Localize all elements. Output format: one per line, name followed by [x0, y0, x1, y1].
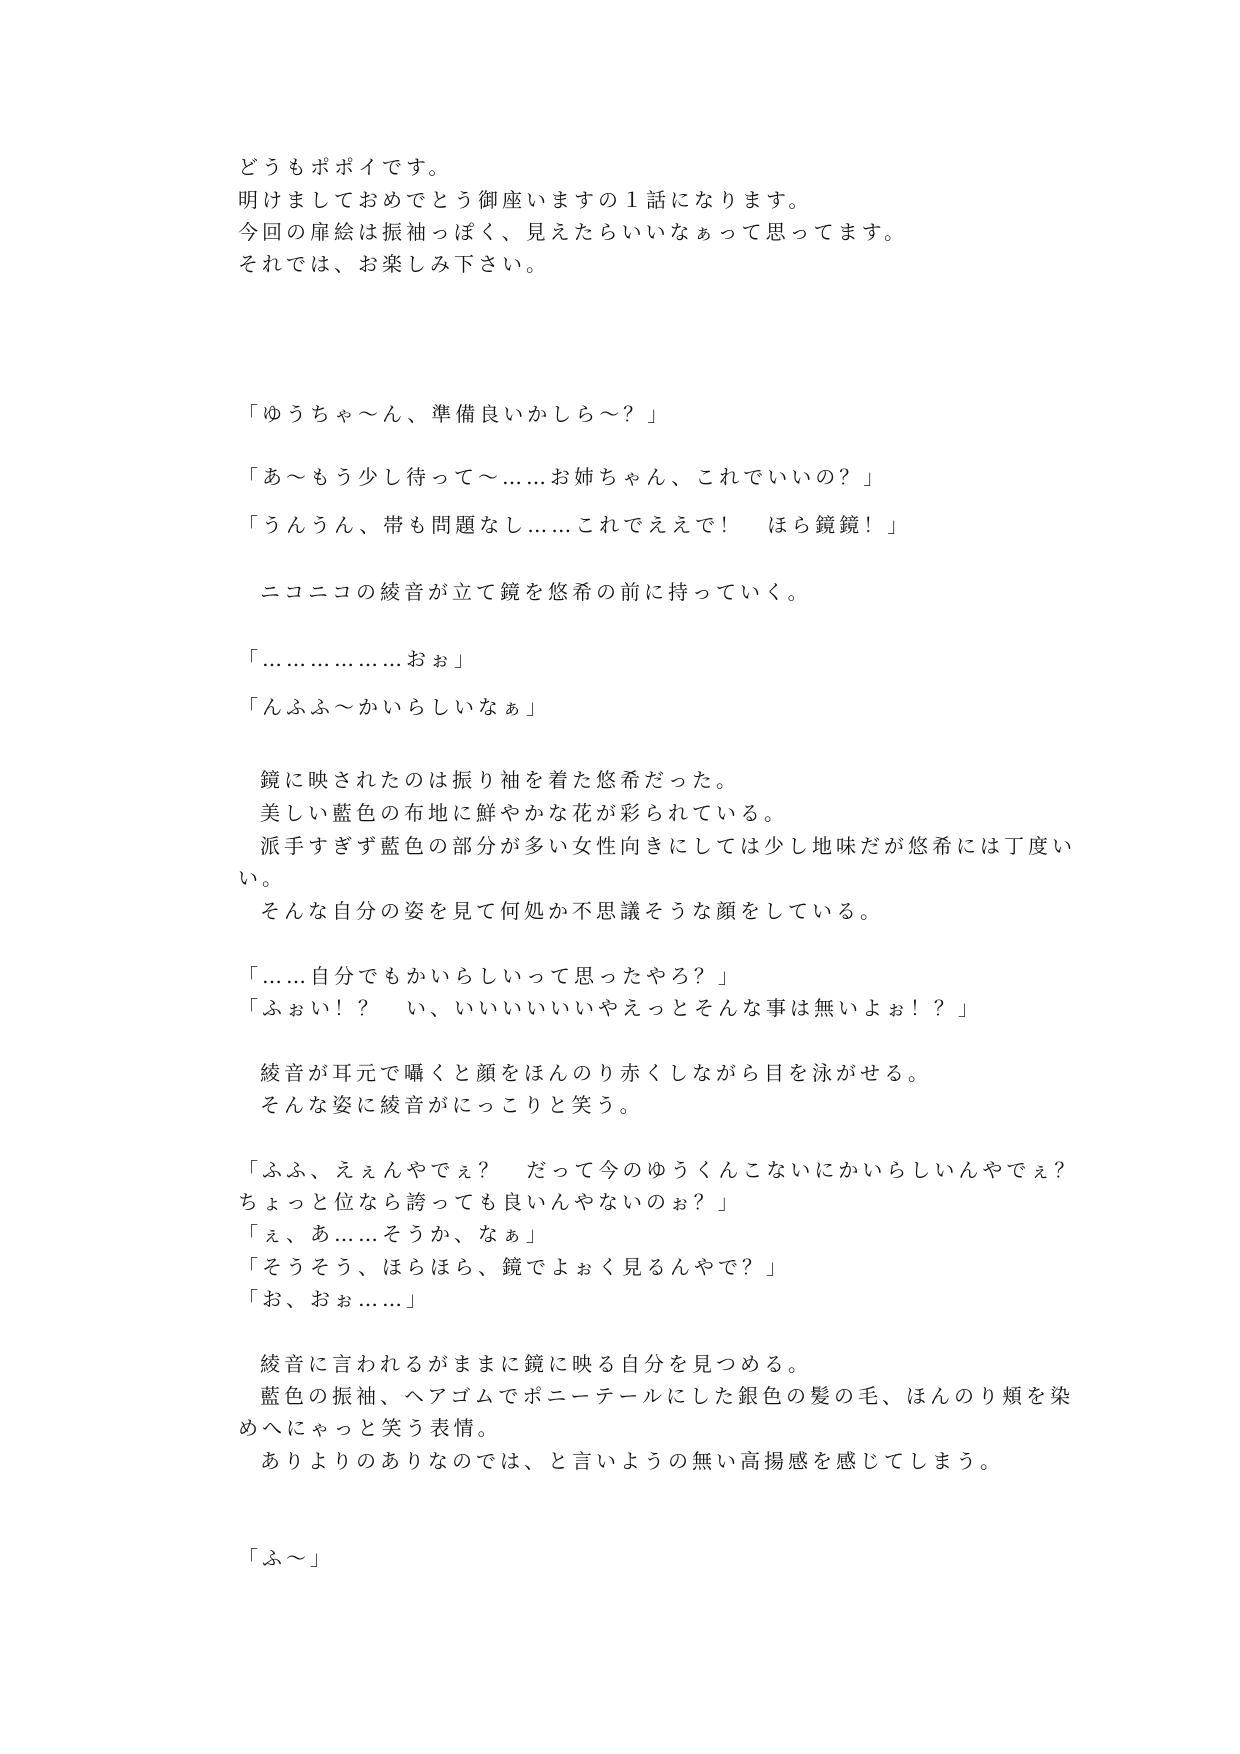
intro-line-4: それでは、お楽しみ下さい。 — [238, 252, 550, 276]
narration-line: 綾音に言われるがままに鏡に映る自分を見つめる。 — [260, 1352, 812, 1376]
dialogue-line: 「……自分でもかいらしいって思ったやろ？」 — [238, 964, 742, 988]
dialogue-line: 「ふ〜」 — [238, 1546, 334, 1570]
dialogue-line: 「そうそう、ほらほら、鏡でよぉく見るんやで？」 — [238, 1255, 790, 1279]
dialogue-line: 「あ〜もう少し待って〜……お姉ちゃん、これでいいの？」 — [238, 465, 888, 489]
narration-line: い。 — [238, 866, 286, 890]
dialogue-line: 「んふふ〜かいらしいなぁ」 — [238, 695, 550, 719]
dialogue-line: 「ゆうちゃ〜ん、準備良いかしら〜？」 — [238, 402, 672, 426]
narration-line: 藍色の振袖、ヘアゴムでポニーテールにした銀色の髪の毛、ほんのり頬を染 — [260, 1384, 1074, 1408]
dialogue-line: 「うんうん、帯も問題なし……これでええで！ ほら鏡鏡！」 — [238, 513, 912, 537]
narration-line: 鏡に映されたのは振り袖を着た悠希だった。 — [260, 768, 740, 792]
narration-line: 派手すぎず藍色の部分が多い女性向きにしては少し地味だが悠希には丁度い — [260, 834, 1076, 858]
intro-line-2: 明けましておめでとう御座いますの１話になります。 — [238, 188, 813, 212]
intro-line-1: どうもポポイです。 — [238, 155, 453, 179]
dialogue-line: 「ぇ、あ……そうか、なぁ」 — [238, 1222, 550, 1246]
narration-line: 美しい藍色の布地に鮮やかな花が彩られている。 — [260, 801, 788, 825]
narration-line: めへにゃっと笑う表情。 — [238, 1416, 502, 1440]
dialogue-line: 「………………おぉ」 — [238, 647, 478, 671]
dialogue-line: 「ふふ、えぇんやでぇ？ だって今のゆうくんこないにかいらしいんやでぇ？ — [238, 1158, 1079, 1182]
narration-line: ニコニコの綾音が立て鏡を悠希の前に持っていく。 — [260, 580, 812, 604]
narration-line: ありよりのありなのでは、と言いようの無い高揚感を感じてしまう。 — [260, 1449, 1004, 1473]
narration-line: そんな自分の姿を見て何処か不思議そうな顔をしている。 — [260, 899, 884, 923]
narration-line: 綾音が耳元で囁くと顔をほんのり赤くしながら目を泳がせる。 — [260, 1061, 932, 1085]
narration-line: そんな姿に綾音がにっこりと笑う。 — [260, 1093, 644, 1117]
intro-line-3: 今回の扉絵は振袖っぽく、見えたらいいなぁって思ってます。 — [238, 220, 908, 244]
dialogue-line: 「お、おぉ……」 — [238, 1287, 430, 1311]
dialogue-line: 「ふぉい！？ い、いいいいいいやえっとそんな事は無いよぉ！？」 — [238, 996, 982, 1020]
dialogue-line: ちょっと位なら誇っても良いんやないのぉ？」 — [238, 1190, 742, 1214]
